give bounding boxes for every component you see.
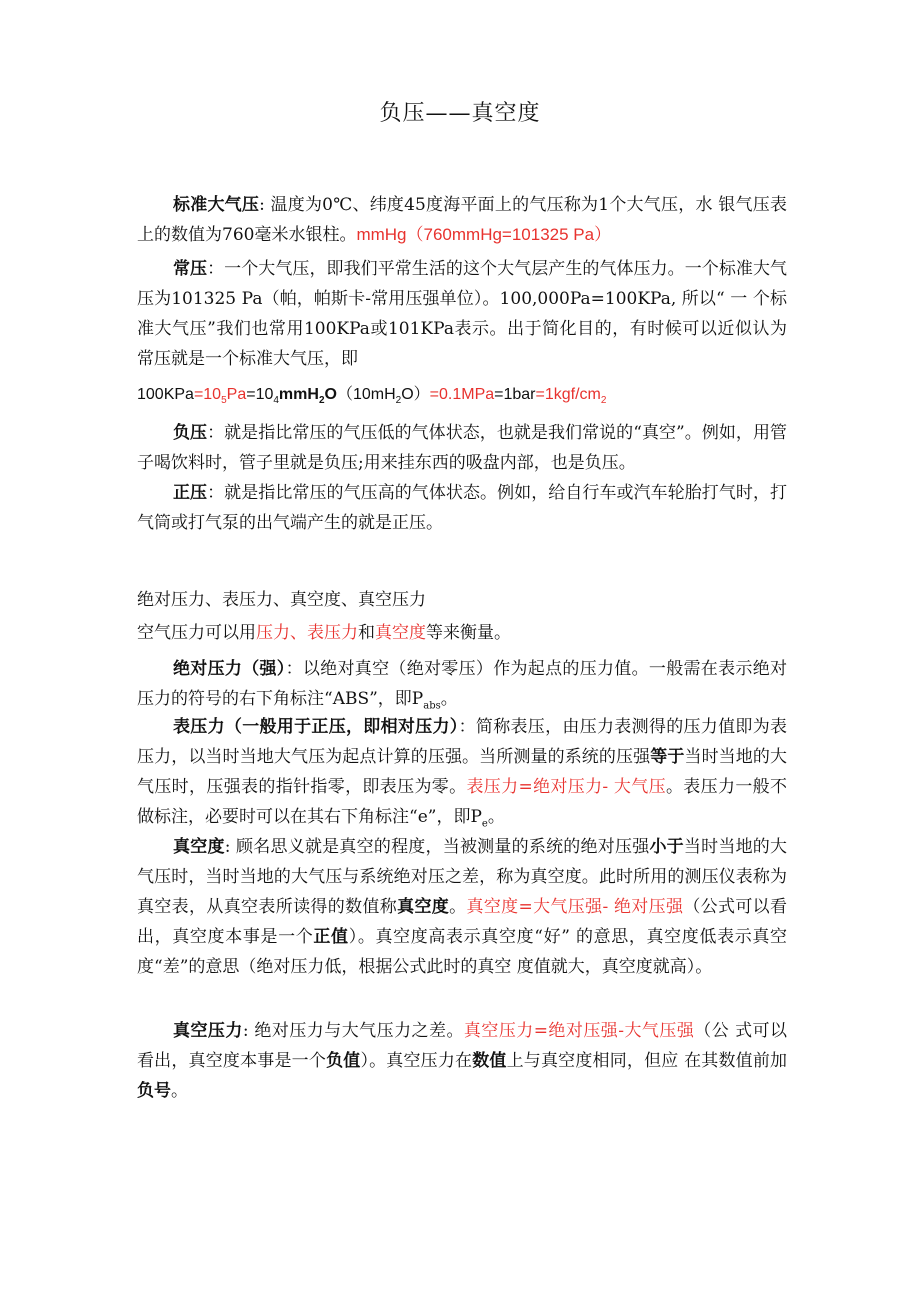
- formula-part: =10: [246, 386, 274, 403]
- paragraph-text: ：以绝对真空（绝对零压）作为起点的压力值。一般需在表示绝对压力的符号的右下角标注“ABS”，即P: [137, 659, 788, 709]
- formula-part: =1bar: [494, 386, 536, 403]
- formula-part: mmH: [278, 386, 319, 403]
- bold-text: 数值: [472, 1051, 507, 1071]
- pressure-formula: [137, 380, 787, 416]
- bold-text: 小于: [649, 837, 684, 857]
- term-negative-pressure: 负压: [173, 423, 208, 443]
- formula-part: =1kgf/cm: [535, 386, 601, 403]
- red-formula: 表压力=绝对压力- 大气压: [466, 777, 666, 797]
- red-note: mmHg（760mmHg=101325 Pa）: [356, 225, 612, 244]
- section-heading: 绝对压力、表压力、真空度、真空压力: [137, 590, 426, 610]
- paragraph-text: 。表压力一般不做标注，必要时可以在其右下角标注“e”，即P: [137, 777, 787, 827]
- paragraph-text: （公 式可以看出，真空度本事是一个: [137, 1021, 787, 1071]
- paragraph-text: ）。真空压力在: [360, 1051, 473, 1071]
- red-term: 真空度: [375, 623, 426, 643]
- paragraph-text: : 顾名思义就是真空的程度，当被测量的系统的绝对压强: [224, 837, 650, 857]
- page-title: 负压——真空度: [379, 101, 541, 126]
- bold-text: 真空度: [397, 897, 450, 917]
- paragraph-text: 当时当地的大气压时，压强表的指针指零，即表压为零。: [137, 747, 788, 797]
- term-standard-atmosphere: 标准大气压: [173, 195, 260, 215]
- term-normal-pressure: 常压: [173, 259, 208, 279]
- paragraph-text: ：简称表压，由压力表测得的压力值即为表压力，以当时当地大气压为起点计算的压强。当所测量的系统的压强: [137, 717, 788, 767]
- paragraph-text: 上与真空度相同，但应 在其数值前加: [506, 1051, 788, 1071]
- formula-subscript: 2: [318, 395, 325, 407]
- paragraph-text: 和: [358, 623, 375, 643]
- formula-part: 100KPa: [137, 386, 194, 403]
- formula-part: O: [324, 386, 337, 403]
- subscript: abs: [423, 700, 441, 712]
- formula-exponent: 5: [221, 395, 227, 407]
- term-vacuum-degree: 真空度: [173, 837, 225, 857]
- paragraph-text: 。: [440, 689, 458, 709]
- red-formula: 真空度=大气压强- 绝对压强: [466, 897, 684, 917]
- formula-exponent: 2: [600, 395, 607, 407]
- paragraph-text: 。: [171, 1081, 188, 1101]
- red-formula: 真空压力=绝对压强-大气压强: [463, 1021, 695, 1041]
- formula-part: =10: [193, 386, 222, 403]
- formula-part: （10mH: [336, 386, 396, 403]
- bold-text: 负号: [137, 1081, 171, 1101]
- paragraph-text: ：就是指比常压的气压高的气体状态。例如，给自行车或汽车轮胎打气时，打气筒或打气泵的出气端产生的就是正压。: [137, 483, 788, 533]
- bold-text: 等于: [650, 747, 685, 767]
- paragraph-vacuum-pressure: [137, 1016, 787, 1106]
- subscript: e: [481, 818, 488, 830]
- term-positive-pressure: 正压: [173, 483, 208, 503]
- paragraph-text: ）。真空度高表示真空度“好” 的意思，真空度低表示真空度“差”的意思（绝对压力低，根据公式此时的真空 度值就大，真空度就高）。: [137, 927, 787, 977]
- paragraph-text: 当时当地的大气压时，当时当地的大气压与系统绝对压之差，称为真空度。此时所用的测压仪表称为真空表，从真空表所读得的数值称: [137, 837, 788, 917]
- paragraph-text: : 绝对压力与大气压力之差。: [242, 1021, 464, 1041]
- paragraph-text: 空气压力可以用: [137, 623, 256, 643]
- paragraph-text: 。: [487, 807, 505, 827]
- paragraph-text: ：就是指比常压的气压低的气体状态，也就是我们常说的“真空”。例如，用管子喝饮料时，管子里就是负压;用来挂东西的吸盘内部，也是负压。: [137, 423, 787, 473]
- paragraph-measures: [137, 618, 787, 648]
- paragraph-normal-pressure: [137, 254, 787, 374]
- paragraph-text: 。: [449, 897, 467, 917]
- paragraph-gauge-pressure: [137, 712, 787, 839]
- formula-part: Pa: [226, 386, 247, 403]
- formula-exponent: 4: [273, 395, 279, 407]
- paragraph-vacuum-degree: [137, 832, 787, 982]
- term-gauge-pressure: 表压力（一般用于正压，即相对压力）: [173, 717, 459, 737]
- paragraph-text: （公式可以看出，真空度本事是一个: [137, 897, 788, 947]
- term-vacuum-pressure: 真空压力: [173, 1021, 243, 1041]
- paragraph-negative-pressure: [137, 418, 787, 478]
- term-absolute-pressure: 绝对压力（强）: [173, 659, 286, 679]
- paragraph-standard-atmosphere: [137, 190, 787, 250]
- paragraph-text: ：一个大气压，即我们平常生活的这个大气层产生的气体压力。一个标准大气压为101325 Pa（帕，帕斯卡-常用压强单位）。100,000Pa=100KPa, 所以“ 一 个标准大气压”我们也常用100KPa或101KPa表示。出于简化目的，有时候可以近似认为常压就是一个标准大气压，即: [137, 259, 788, 369]
- paragraph-text: 等来衡量。: [426, 623, 511, 643]
- paragraph-positive-pressure: [137, 478, 787, 538]
- red-term: 压力、表压力: [256, 623, 358, 643]
- paragraph-text: : 温度为0℃、纬度45度海平面上的气压称为1个大气压，水 银气压表上的数值为760毫米水银柱。: [137, 195, 787, 245]
- formula-subscript: 2: [395, 395, 402, 407]
- formula-part: =0.1MPa: [429, 386, 495, 403]
- formula-part: O）: [401, 386, 430, 403]
- bold-text: 负值: [326, 1051, 361, 1071]
- bold-text: 正值: [313, 927, 349, 947]
